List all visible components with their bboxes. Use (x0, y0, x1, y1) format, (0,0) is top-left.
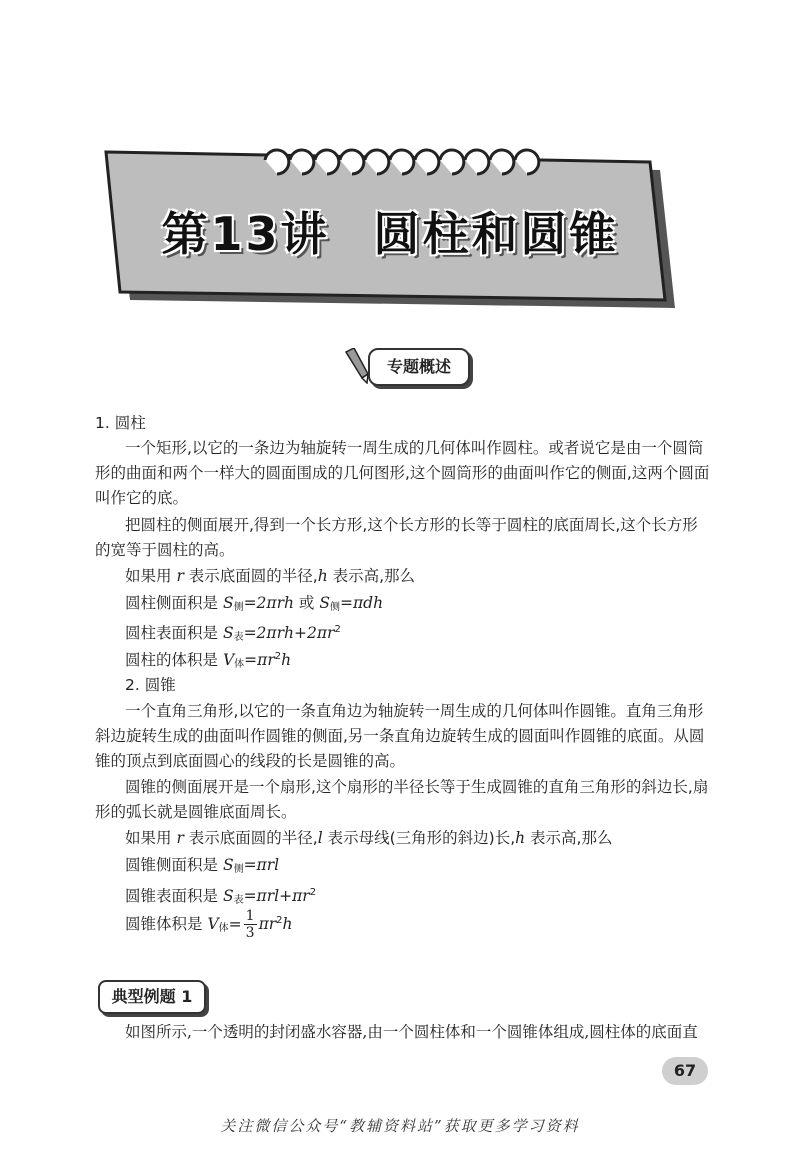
cylinder-def-line1: 一个矩形,以它的一条边为轴旋转一周生成的几何体叫作圆柱。或者说它是由一个圆筒 (125, 439, 704, 457)
cylinder-surface-area-formula: 圆柱表面积是 $S_表=2\pi rh+2\pi r^2$ (125, 624, 341, 643)
cone-unfold-line1: 圆锥的侧面展开是一个扇形,这个扇形的半径长等于生成圆锥的直角三角形的斜边长,扇 (125, 778, 709, 796)
cone-volume-formula: 圆锥体积是 $V_体=$ $\frac{1}{3}$ $\pi r^2h$ (125, 908, 293, 941)
lecture-topic: 圆柱和圆锥 (373, 207, 619, 261)
cone-variables: 如果用 r 表示底面圆的半径,l 表示母线(三角形的斜边)长,h 表示高,那么 (125, 829, 613, 847)
overview-label: 专题概述 (368, 348, 470, 386)
cylinder-def-line3: 叫作它的底。 (95, 489, 189, 507)
cylinder-unfold-line1: 把圆柱的侧面展开,得到一个长方形,这个长方形的长等于圆柱的底面周长,这个长方形 (125, 516, 698, 534)
cone-def-line2: 斜边旋转生成的曲面叫作圆锥的侧面,另一条直角边旋转生成的圆面叫作圆锥的底面。从圆 (95, 727, 705, 745)
example-question-text: 如图所示,一个透明的封闭盛水容器,由一个圆柱体和一个圆锥体组成,圆柱体的底面直 (125, 1023, 698, 1041)
footer-note: 关注微信公众号“教辅资料站”获取更多学习资料 (220, 1117, 580, 1135)
cone-def-line1: 一个直角三角形,以它的一条直角边为轴旋转一周生成的几何体叫作圆锥。直角三角形 (125, 702, 704, 720)
example-label: 典型例题 1 (98, 980, 206, 1014)
cylinder-volume-formula: 圆柱的体积是 $V_体=\pi r^2h$ (125, 651, 292, 670)
cone-side-area-formula: 圆锥侧面积是 $S_侧=\pi rl$ (125, 856, 280, 875)
page-number: 67 (662, 1057, 708, 1085)
chapter-banner (100, 140, 680, 315)
pencil-icon (340, 348, 370, 384)
cylinder-side-area-formula: 圆柱侧面积是 $S_侧=2\pi rh$ 或 $S_侧=\pi dh$ (125, 594, 384, 613)
cylinder-unfold-line2: 的宽等于圆柱的高。 (95, 541, 235, 559)
cylinder-variables: 如果用 r 表示底面圆的半径,h 表示高,那么 (125, 567, 416, 585)
cone-surface-area-formula: 圆锥表面积是 $S_表=\pi rl+\pi r^2$ (125, 887, 317, 906)
cylinder-heading: 1. 圆柱 (95, 414, 146, 432)
cone-unfold-line2: 形的弧长就是圆锥底面周长。 (95, 803, 297, 821)
lecture-number: 第13讲 (161, 207, 330, 261)
cylinder-def-line2: 形的曲面和两个一样大的圆面围成的几何图形,这个圆筒形的曲面叫作它的侧面,这两个圆面 (95, 464, 710, 482)
cone-heading: 2. 圆锥 (125, 676, 176, 694)
cone-def-line3: 锥的顶点到底面圆心的线段的长是圆锥的高。 (95, 752, 406, 770)
chapter-title (100, 198, 680, 264)
